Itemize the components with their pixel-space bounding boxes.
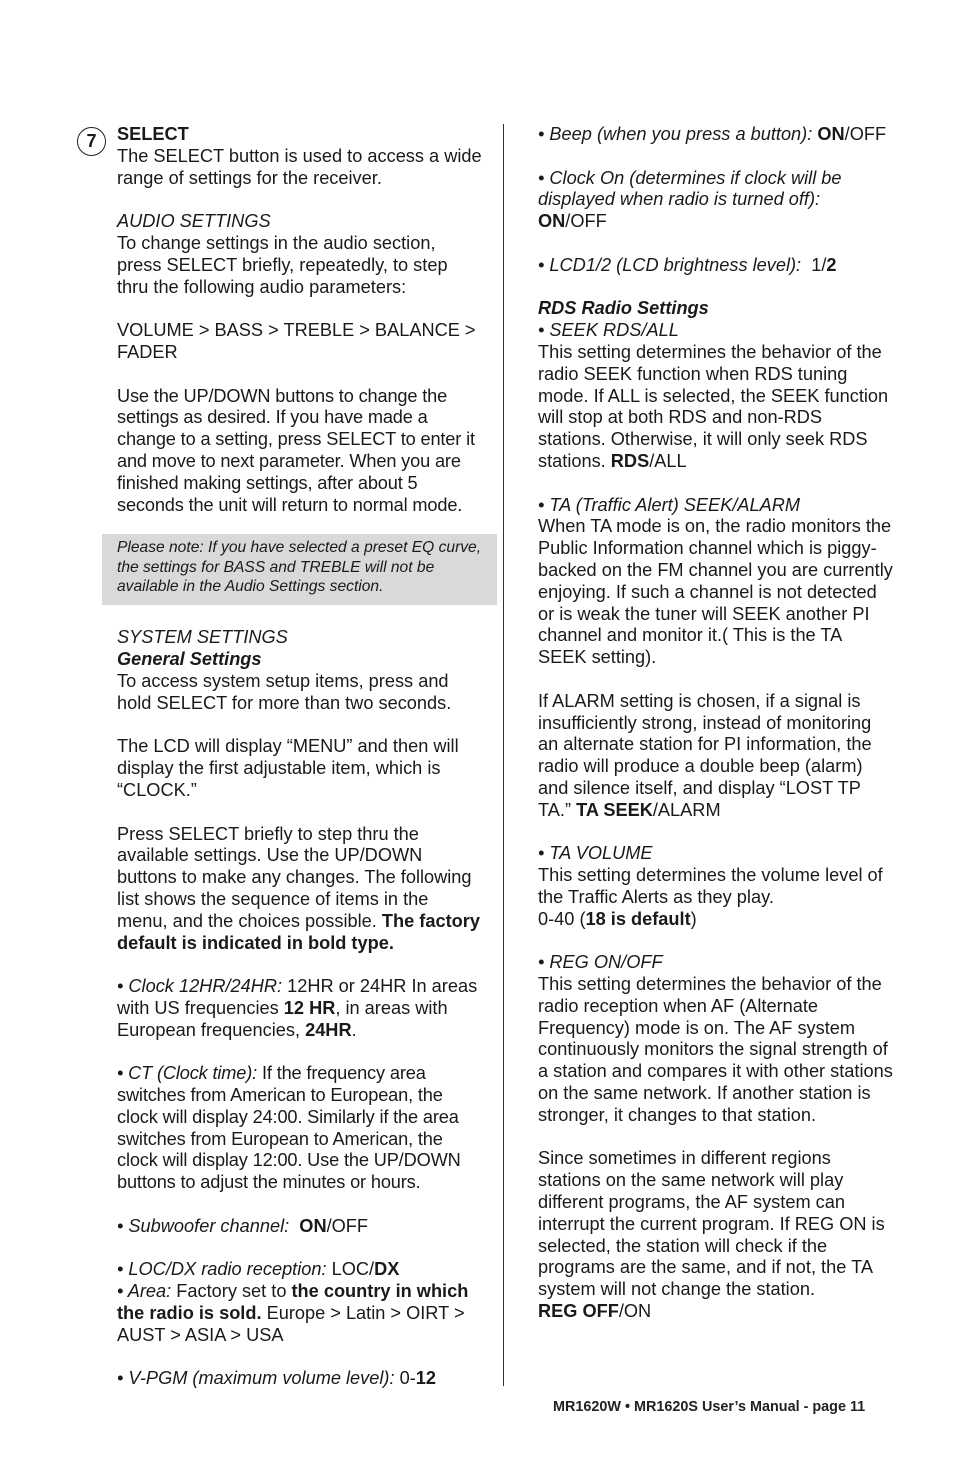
locdx-default: DX bbox=[374, 1259, 400, 1280]
ct-text: If the frequency area switches from American to European, the clock will display 24:00. Similarly if the area switches from European to American, the clock will display 12:00. Use the UP/DOWN buttons to adjust the minutes or hours. bbox=[117, 1063, 461, 1193]
rds-section bbox=[538, 298, 894, 472]
clock-text-3: . bbox=[351, 1019, 357, 1040]
locdx-plain: LOC/ bbox=[326, 1259, 375, 1280]
press-bold-text: The factory default is indicated in bold type. bbox=[117, 910, 480, 953]
press-text: Press SELECT briefly to step thru the available settings. Use the UP/DOWN buttons to make any changes. The following list shows the sequence of items in the menu, and the choices possible. bbox=[117, 823, 472, 931]
clock-item bbox=[117, 976, 482, 1041]
vpgm-label: • V-PGM (maximum volume level): bbox=[117, 1368, 395, 1389]
eq-note: Please note: If you have selected a preset EQ curve, the settings for BASS and TREBLE will not be available in the Audio Settings section. bbox=[102, 534, 497, 605]
updown-description: Use the UP/DOWN buttons to change the settings as desired. If you have made a change to a setting, press SELECT to enter it and move to next parameter. When you are finished making settings, after about 5 seconds the unit will return to normal mode. bbox=[117, 385, 475, 515]
subwoofer-default: ON bbox=[299, 1215, 327, 1236]
general-settings-heading: General Settings bbox=[117, 649, 262, 670]
audio-settings-heading: AUDIO SETTINGS bbox=[117, 211, 271, 232]
ta-volume-close: ) bbox=[690, 908, 697, 929]
vpgm-item bbox=[117, 1368, 482, 1390]
select-description: The SELECT button is used to access a wide range of settings for the receiver. bbox=[117, 145, 482, 188]
rds-heading: RDS Radio Settings bbox=[538, 298, 709, 319]
subwoofer-item bbox=[117, 1216, 482, 1238]
seek-default: RDS bbox=[610, 450, 650, 471]
area-text-1: Factory set to bbox=[171, 1281, 292, 1302]
alarm-rest: /ALARM bbox=[652, 799, 721, 820]
reg-rest: /ON bbox=[618, 1301, 652, 1322]
subwoofer-rest: /OFF bbox=[326, 1215, 368, 1236]
area-label: • Area: bbox=[117, 1281, 172, 1302]
beep-default: ON bbox=[817, 124, 845, 144]
select-paragraph bbox=[117, 124, 482, 189]
clock-label: • Clock 12HR/24HR: bbox=[117, 976, 283, 997]
system-settings-heading: SYSTEM SETTINGS bbox=[117, 627, 288, 648]
vpgm-plain: 0- bbox=[394, 1368, 416, 1389]
lcd-description: The LCD will display “MENU” and then will display the first adjustable item, which is “CLOCK.” bbox=[117, 736, 459, 800]
ta-volume-text: This setting determines the volume level of the Traffic Alerts as they play. bbox=[538, 865, 883, 907]
alarm-item bbox=[538, 691, 894, 822]
alarm-text: If ALARM setting is chosen, if a signal is insufficiently strong, instead of monitoring an alternate station for PI information, the radio will produce a double beep (alarm) and silence itself, and display “LOST TP TA.” bbox=[538, 690, 872, 820]
area-text-2: Europe > Latin > OIRT > AUST > ASIA > USA bbox=[117, 1303, 465, 1345]
since-item bbox=[538, 1148, 894, 1322]
locdx-label: • LOC/DX radio reception: bbox=[117, 1259, 327, 1280]
clock-bold-2: 24HR bbox=[305, 1019, 352, 1040]
reg-default: REG OFF bbox=[538, 1301, 619, 1322]
reg-label: • REG ON/OFF bbox=[538, 952, 663, 973]
audio-sequence: VOLUME > BASS > TREBLE > BALANCE > FADER bbox=[117, 320, 476, 362]
reg-item bbox=[538, 952, 894, 1126]
beep-label: • Beep (when you press a button): bbox=[538, 124, 813, 144]
lcd-brightness-default: 2 bbox=[826, 254, 837, 275]
beep-rest: /OFF bbox=[844, 124, 887, 144]
page-footer: MR1620W • MR1620S User’s Manual - page 11 bbox=[553, 1399, 866, 1415]
ta-volume-default: 18 is default bbox=[585, 908, 691, 929]
beep-item bbox=[538, 124, 894, 146]
left-column bbox=[117, 124, 482, 1412]
audio-settings-paragraph bbox=[117, 211, 482, 298]
seek-label: • SEEK RDS/ALL bbox=[538, 320, 679, 341]
seek-rest: /ALL bbox=[649, 450, 687, 471]
clockon-label: • Clock On (determines if clock will be displayed when radio is turned off): bbox=[538, 167, 842, 210]
subwoofer-label: • Subwoofer channel: bbox=[117, 1215, 290, 1236]
ta-volume-item bbox=[538, 843, 894, 930]
clockon-default: ON bbox=[538, 211, 566, 232]
clockon-item bbox=[538, 168, 894, 233]
ct-label: • CT (Clock time): bbox=[117, 1063, 258, 1084]
seek-text: This setting determines the behavior of the radio SEEK function when RDS tuning mode. If ALL is selected, the SEEK function will stop at both RDS and non-RDS stations. Otherwise, it will only seek RDS stations. bbox=[538, 341, 889, 471]
system-settings-paragraph bbox=[117, 627, 482, 714]
reg-text: This setting determines the behavior of the radio reception when AF (Alternate Frequency) mode is on. The AF system continuously monitors the signal strength of a station and compares it with other stations on the same network. If another station is stronger, it changes to that station. bbox=[538, 974, 893, 1125]
ta-text: When TA mode is on, the radio monitors the Public Information channel which is piggy-backed on the FM channel you are currently enjoying. If such a channel is not detected or is weak the tuner will SEEK another PI channel and monitor it.( This is the TA SEEK setting). bbox=[538, 516, 893, 668]
clockon-rest: /OFF bbox=[565, 211, 607, 232]
ta-volume-range: 0-40 ( bbox=[538, 908, 586, 929]
right-column bbox=[538, 124, 894, 1345]
section-number-badge: 7 bbox=[77, 127, 106, 156]
vpgm-default: 12 bbox=[415, 1368, 437, 1389]
lcd-brightness-plain: 1/ bbox=[801, 254, 827, 275]
since-text: Since sometimes in different regions stations on the same network will play different programs, the AF system can interrupt the current program. If REG ON is selected, the station will check if the programs are the same, and if not, the TA system will not change the station. bbox=[538, 1148, 885, 1300]
clock-text-2: , in areas with European frequencies, bbox=[117, 997, 448, 1040]
ta-item bbox=[538, 495, 894, 669]
area-item bbox=[117, 1281, 482, 1346]
audio-settings-description: To change settings in the audio section, press SELECT briefly, repeatedly, to step thru the following audio parameters: bbox=[117, 232, 448, 297]
locdx-item bbox=[117, 1259, 482, 1281]
ct-item bbox=[117, 1063, 482, 1194]
ta-label: • TA (Traffic Alert) SEEK/ALARM bbox=[538, 494, 801, 515]
ta-volume-label: • TA VOLUME bbox=[538, 843, 653, 864]
press-description bbox=[117, 824, 482, 955]
clock-bold-1: 12 HR bbox=[283, 997, 336, 1018]
lcd-brightness-label: • LCD1/2 (LCD brightness level): bbox=[538, 254, 802, 275]
access-description: To access system setup items, press and hold SELECT for more than two seconds. bbox=[117, 670, 452, 713]
alarm-default: TA SEEK bbox=[576, 799, 653, 820]
lcd-brightness-item bbox=[538, 255, 894, 277]
clock-text-1: 12HR or 24HR In areas with US frequencies bbox=[117, 976, 478, 1018]
select-title: SELECT bbox=[117, 124, 189, 144]
column-divider bbox=[503, 124, 504, 1386]
area-bold: the country in which the radio is sold. bbox=[117, 1281, 469, 1324]
